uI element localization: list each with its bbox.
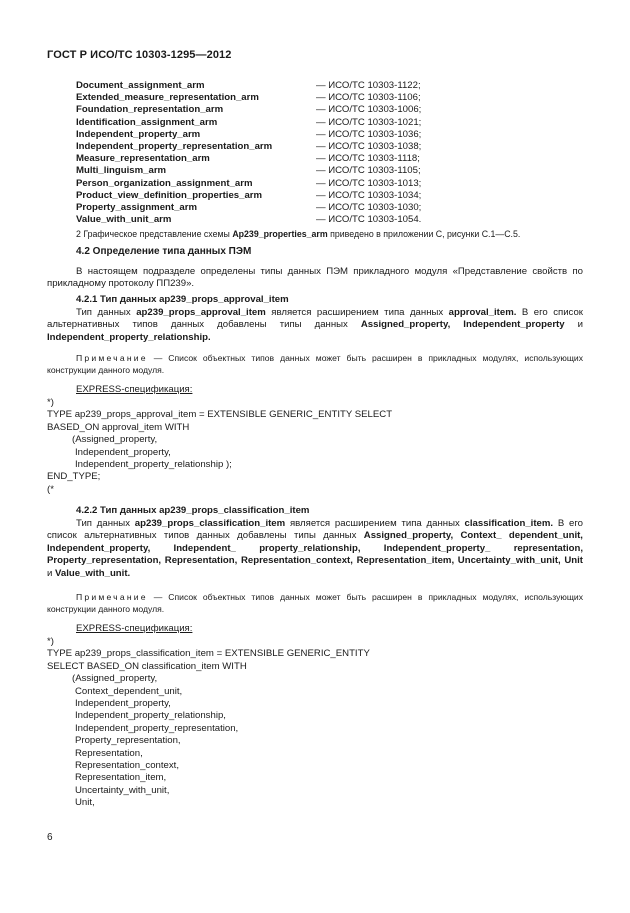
note-2: 2 Графическое представление схемы Ap239_properties_arm приведено в приложении С, рисунки С.1—С.5. bbox=[76, 229, 521, 239]
arm-standard-reference: — ИСО/ТС 10303-1105; bbox=[316, 165, 421, 177]
arm-name: Identification_assignment_arm bbox=[76, 116, 218, 128]
arm-name: Independent_property_representation_arm bbox=[76, 140, 273, 152]
arm-list-row bbox=[76, 153, 596, 165]
arm-standard-reference: — ИСО/ТС 10303-1122; bbox=[316, 80, 421, 91]
arm-list-row bbox=[76, 178, 596, 190]
section-4-2-1-note: Примечание — Список объектных типов данных может быть расширен в прикладных модулях, использующих конструкции данного модуля. bbox=[47, 353, 583, 375]
arm-name: Independent_property_arm bbox=[76, 128, 201, 140]
code-line: Independent_property_relationship, bbox=[75, 710, 226, 722]
arm-list-row bbox=[76, 190, 596, 202]
code-line: Independent_property, bbox=[75, 698, 171, 710]
code-line: END_TYPE; bbox=[47, 471, 101, 483]
arm-list-row bbox=[76, 129, 596, 141]
code-line: Independent_property, bbox=[75, 446, 171, 458]
section-4-2-1-body: Тип данных ap239_props_approval_item является расширением типа данных approval_item. В его список альтернативных типов данных добавлены типы данных Assigned_property, Independent_property и Independent_property_relationship. bbox=[47, 307, 583, 343]
arm-list-row bbox=[76, 202, 596, 214]
arm-standard-reference: — ИСО/ТС 10303-1118; bbox=[316, 153, 420, 165]
code-line: BASED_ON approval_item WITH bbox=[47, 421, 190, 433]
express-code-block-2 bbox=[47, 636, 370, 810]
arm-list-row bbox=[76, 141, 596, 153]
document-header: ГОСТ Р ИСО/ТС 10303-1295—2012 bbox=[47, 49, 232, 61]
arm-standard-reference: — ИСО/ТС 10303-1006; bbox=[316, 104, 422, 116]
arm-list-row bbox=[76, 92, 596, 104]
arm-name: Property_assignment_arm bbox=[76, 201, 198, 213]
section-4-2-2-title: 4.2.2 Тип данных ap239_props_classification_item bbox=[76, 505, 310, 516]
code-line: Unit, bbox=[75, 797, 95, 809]
arm-standard-reference: — ИСО/ТС 10303-1054. bbox=[316, 214, 422, 226]
code-line: Representation, bbox=[75, 747, 143, 759]
code-line: Uncertainty_with_unit, bbox=[75, 784, 170, 796]
express-code-block-1 bbox=[47, 397, 392, 496]
arm-name: Extended_measure_representation_arm bbox=[76, 92, 259, 104]
section-4-2-1-title: 4.2.1 Тип данных ap239_props_approval_item bbox=[76, 294, 289, 305]
section-4-2-2-body: Тип данных ap239_props_classification_item является расширением типа данных classification_item. В его список альтернативных типов данных добавлены типы данных Assigned_property, Context_ dependent_unit, Independent_property, Independent_ property_relationship, Independent_property_ representation, Property_representation, Representation, Representation_context, Representation_item, Uncertainty_with_unit, Unit и Value_with_unit. bbox=[47, 518, 583, 579]
code-line: SELECT BASED_ON classification_item WITH bbox=[47, 660, 247, 672]
arm-standard-reference: — ИСО/ТС 10303-1013; bbox=[316, 177, 422, 189]
code-line: *) bbox=[47, 397, 54, 408]
code-line: *) bbox=[47, 636, 54, 647]
arm-name: Person_organization_assignment_arm bbox=[76, 177, 253, 189]
section-4-2-title: 4.2 Определение типа данных ПЭМ bbox=[76, 246, 252, 257]
arm-standard-reference: — ИСО/ТС 10303-1036; bbox=[316, 128, 422, 140]
arm-list-row bbox=[76, 104, 596, 116]
express-spec-label-1: EXPRESS-спецификация: bbox=[76, 384, 193, 395]
arm-name: Foundation_representation_arm bbox=[76, 104, 224, 116]
code-line: (* bbox=[47, 483, 54, 495]
arm-standard-reference: — ИСО/ТС 10303-1038; bbox=[316, 140, 422, 152]
code-line: (Assigned_property, bbox=[72, 434, 158, 446]
arm-list bbox=[76, 80, 596, 226]
arm-standard-reference: — ИСО/ТС 10303-1021; bbox=[316, 116, 422, 128]
code-line: Representation_item, bbox=[75, 772, 167, 784]
arm-name: Multi_linguism_arm bbox=[76, 165, 167, 177]
code-line: (Assigned_property, bbox=[72, 673, 158, 685]
arm-standard-reference: — ИСО/ТС 10303-1030; bbox=[316, 201, 422, 213]
arm-list-row bbox=[76, 165, 596, 177]
arm-list-row bbox=[76, 117, 596, 129]
section-4-2-intro: В настоящем подразделе определены типы данных ПЭМ прикладного модуля «Представление свойств по прикладному протоколу ПП239». bbox=[47, 266, 583, 290]
arm-name: Document_assignment_arm bbox=[76, 80, 205, 91]
page-number: 6 bbox=[47, 832, 53, 843]
arm-name: Measure_representation_arm bbox=[76, 153, 210, 165]
code-line: Property_representation, bbox=[75, 735, 181, 747]
arm-list-row bbox=[76, 80, 596, 92]
code-line: TYPE ap239_props_classification_item = EXTENSIBLE GENERIC_ENTITY bbox=[47, 648, 370, 660]
code-line: TYPE ap239_props_approval_item = EXTENSIBLE GENERIC_ENTITY SELECT bbox=[47, 409, 393, 421]
arm-list-row bbox=[76, 214, 596, 226]
express-spec-label-2: EXPRESS-спецификация: bbox=[76, 623, 193, 634]
arm-standard-reference: — ИСО/ТС 10303-1034; bbox=[316, 189, 422, 201]
arm-standard-reference: — ИСО/ТС 10303-1106; bbox=[316, 92, 421, 104]
arm-name: Product_view_definition_properties_arm bbox=[76, 189, 263, 201]
code-line: Independent_property_representation, bbox=[75, 722, 239, 734]
code-line: Context_dependent_unit, bbox=[75, 685, 183, 697]
arm-name: Value_with_unit_arm bbox=[76, 214, 172, 226]
code-line: Independent_property_relationship ); bbox=[75, 459, 232, 471]
code-line: Representation_context, bbox=[75, 760, 179, 772]
section-4-2-2-note: Примечание — Список объектных типов данных может быть расширен в прикладных модулях, использующих конструкции данного модуля. bbox=[47, 592, 583, 614]
